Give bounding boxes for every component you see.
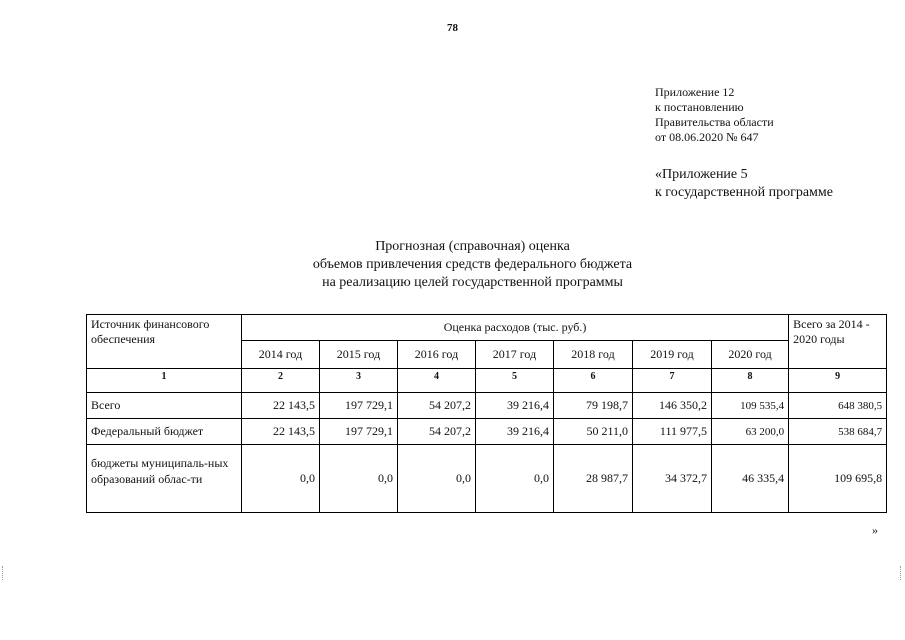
column-number: 8 — [712, 369, 789, 393]
column-number: 2 — [242, 369, 320, 393]
value-cell: 39 216,4 — [476, 419, 554, 445]
total-cell: 109 695,8 — [789, 445, 887, 513]
column-number: 7 — [633, 369, 712, 393]
value-cell: 0,0 — [320, 445, 398, 513]
appendix-line: к постановлению — [655, 100, 744, 114]
year-header-cell: 2017 год — [476, 341, 554, 369]
column-number: 4 — [398, 369, 476, 393]
budget-table — [86, 314, 887, 513]
value-cell: 0,0 — [476, 445, 554, 513]
scan-edge-mark — [900, 566, 903, 580]
row-label: бюджеты муниципаль-ных образований облас-ти — [87, 445, 242, 513]
value-cell: 54 207,2 — [398, 393, 476, 419]
scan-edge-mark — [2, 566, 5, 580]
document-title — [0, 238, 905, 292]
title-line: объемов привлечения средств федерального бюджета — [312, 257, 633, 272]
value-cell: 197 729,1 — [320, 419, 398, 445]
value-cell: 54 207,2 — [398, 419, 476, 445]
estimate-header-cell: Оценка расходов (тыс. руб.) — [242, 315, 789, 341]
source-header-cell: Источник финансового обеспечения — [87, 315, 242, 369]
total-header-cell: Всего за 2014 - 2020 годы — [789, 315, 887, 369]
value-cell: 28 987,7 — [554, 445, 633, 513]
table-row — [87, 445, 887, 513]
title-line: на реализацию целей государственной программы — [322, 275, 623, 290]
row-label: Федеральный бюджет — [87, 419, 242, 445]
value-cell: 109 535,4 — [712, 393, 789, 419]
appendix-ref-line: «Приложение 5 — [655, 167, 748, 182]
value-cell: 39 216,4 — [476, 393, 554, 419]
column-number: 9 — [789, 369, 887, 393]
column-number-row — [87, 369, 887, 393]
value-cell: 146 350,2 — [633, 393, 712, 419]
year-header-cell: 2016 год — [398, 341, 476, 369]
year-header-cell: 2015 год — [320, 341, 398, 369]
appendix-line: Правительства области — [655, 115, 774, 129]
value-cell: 0,0 — [242, 445, 320, 513]
total-cell: 538 684,7 — [789, 419, 887, 445]
total-cell: 648 380,5 — [789, 393, 887, 419]
table-row — [87, 393, 887, 419]
column-number: 5 — [476, 369, 554, 393]
value-cell: 46 335,4 — [712, 445, 789, 513]
appendix-line: от 08.06.2020 № 647 — [655, 130, 759, 144]
value-cell: 0,0 — [398, 445, 476, 513]
appendix-ref-line: к государственной программе — [655, 185, 833, 200]
year-header-cell: 2020 год — [712, 341, 789, 369]
value-cell: 197 729,1 — [320, 393, 398, 419]
table-row — [87, 419, 887, 445]
value-cell: 34 372,7 — [633, 445, 712, 513]
value-cell: 50 211,0 — [554, 419, 633, 445]
column-number: 1 — [87, 369, 242, 393]
column-number: 3 — [320, 369, 398, 393]
closing-quote: » — [872, 523, 878, 537]
row-label: Всего — [87, 393, 242, 419]
value-cell: 63 200,0 — [712, 419, 789, 445]
appendix-reference — [655, 166, 833, 202]
page-number: 78 — [447, 22, 458, 34]
value-cell: 111 977,5 — [633, 419, 712, 445]
value-cell: 22 143,5 — [242, 419, 320, 445]
value-cell: 22 143,5 — [242, 393, 320, 419]
appendix-header — [655, 85, 774, 145]
year-header-cell: 2018 год — [554, 341, 633, 369]
appendix-line: Приложение 12 — [655, 85, 735, 99]
value-cell: 79 198,7 — [554, 393, 633, 419]
year-header-cell: 2019 год — [633, 341, 712, 369]
title-line: Прогнозная (справочная) оценка — [375, 239, 570, 254]
year-header-cell: 2014 год — [242, 341, 320, 369]
column-number: 6 — [554, 369, 633, 393]
